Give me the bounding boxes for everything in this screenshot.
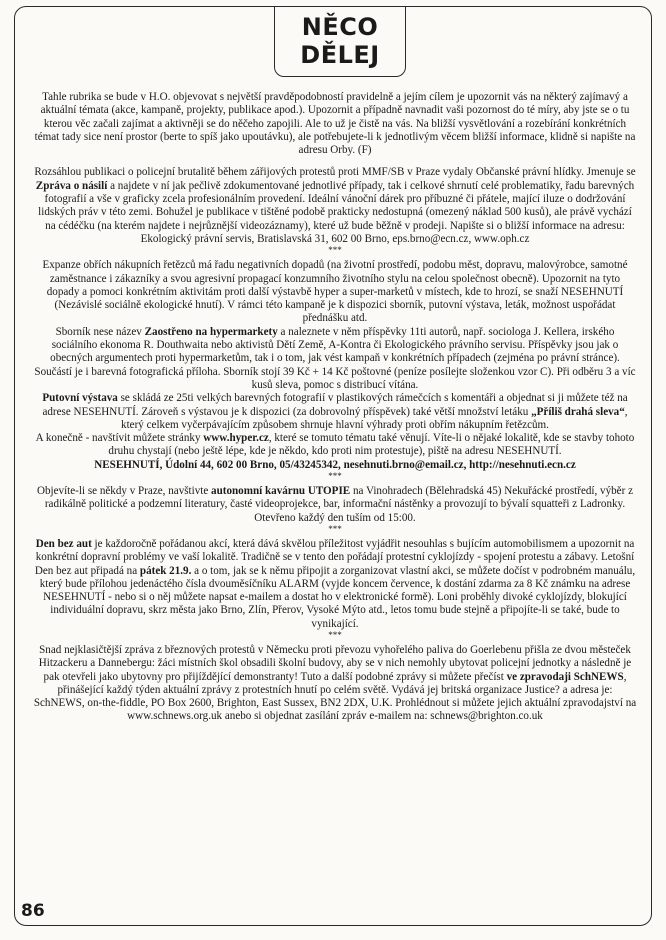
text: a naleznete v něm příspěvky 11ti autorů, např. sociologa J. Kellera, irského sociálního ekonoma R. Douthwaita nebo aktivistů Dětí Země, A-Kontra či Ekologického právního servisu. Příspěvky jsou jak o obecných argumentech proti hypermarketům, tak i o tom, jak vést kampaň v konkrétních případech (zejména po právní stránce). Součástí je i barevná fotografická příloha. Sborník stojí 39 Kč + 14 Kč poštovné (peníze posílejte složenkou vzor C). Při odběru 3 a víc kusů sleva, pomoc s distribucí vítána. [34,325,636,391]
exhibition-title: Putovní výstava [42,392,118,405]
heading-line-1: NĚCO [301,13,379,41]
text: , přinášející každý týden aktuální zprávy z protestních hnutí po celém světě. Vydává jej britská organizace Justice? a adresa je: SchNEWS, on-the-fiddle, PO Box 2600, Brighton, East Sussex, BN2 2DX, U.K. Prohlédnout si můžete jejich aktuální zpravodajství na www.schnews.org.uk anebo si objednat zasílání zpráv e-mailem na: schnews@brighton.co.uk [33,670,637,723]
cafe-name: autonomní kavárnu UTOPIE [211,485,351,498]
text: , které se tomuto tématu také věnují. Víte-li o nějaké lokalitě, kde se stavby tohoto druhu chystají (nebo ještě lépe, kde je někdo, kdo proti nim protestuje), piště na adresu NESEHNUTÍ. [108,432,635,458]
violence-report-paragraph [33,166,637,246]
schnews-paragraph [33,644,637,724]
separator-stars: *** [328,245,342,256]
event-name: Den bez aut [35,537,92,550]
intro-paragraph: Tahle rubrika se bude v H.O. objevovat s největší pravděpodobností pravidelně a jejím cílem je upozornit vás na některý zajímavý a aktuální témata (akce, kampaně, projekty, publikace apod.). Upozornit a případně navnadit vaši pozornost do té míry, aby jste se o tu kterou věc začali zajímat a aktivněji se do něčeho zapojili. Ale to už je čistě na vás. Na bližší vysvětlování a rozebírání konkrétních témat tady sice není prostor (berte to spíš jako upoutávku), ale potřebujete-li k jednotlivým věcem bližší informace, klidně si napište na adresu Orby. (F) [34,91,636,157]
page-number: 86 [21,901,45,921]
heading-line-2: DĚLEJ [300,41,380,69]
separator-stars: *** [328,629,342,640]
text: A konečně - navštívit můžete stránky [35,432,204,445]
newsletter-name: ve zpravodaji SchNEWS [506,670,624,683]
text: Rozsáhlou publikaci o policejní brutalitě během zářijových protestů proti MMF/SB v Praze vydaly Občanské právní hlídky. Jmenuje se [34,166,636,179]
text: se skládá ze 25ti velkých barevných fotografií v plastikových rámečcích s komentáři a objednat si ji můžete též na adrese NESEHNUTÍ. Zároveň s výstavou je k dispozici (za dobrovolný příspěvek) také větší množství letáku [42,392,628,418]
text: a najdete v ní jak pečlivě zdokumentované jednotlivé případy, tak i celkové shrnutí celé problematiky, řadu barevných fotografií a vše v graficky zcela profesionálním provedení. Ideální vánoční dárek pro příbuzné či přátele, mající iluze o dodržování lidských práv v této zemi. Bohužel je publikace v tištěné podobě prakticky nedostupná (omezený náklad 500 kusů), ale právě vychází na cédéčku (na kterém najdete i nejrůznější videozáznamy), které už bude běžně v prodeji. Napište si o bližší informace na adresu: Ekologický právní servis, Bratislavská 31, 602 00 Brno, eps.brno@ecn.cz, www.oph.cz [38,179,635,245]
event-date: pátek 21.9. [139,564,192,577]
text: je každoročně pořádanou akcí, která dává skvělou příležitost vyjádřit nesouhlas s bujícím automobilismem a upozornit na konkrétní dopravní problémy ve vaší lokalitě. Tradičně se v tento den pořádají protestní cyklojízdy - spojení protestu a zábavy. Letošní Den bez aut připadá na [34,537,635,577]
separator-stars: *** [328,471,342,482]
text: Objevíte-li se někdy v Praze, navštivte [36,485,212,498]
nesehnuti-address: NESEHNUTÍ, Údolní 44, 602 00 Brno, 05/43245342, nesehnuti.brno@email.cz, http://nesehnuti.ecn.cz [94,458,576,471]
text: , který celkem vyčerpávajícím způsobem shrnuje hlavní výhrady proti obřím nákupním řetězcům. [121,405,628,431]
hypermarket-paragraph-4 [33,432,637,459]
page-frame [14,6,652,926]
section-heading [274,7,406,77]
publication-title: Zpráva o násilí [35,179,108,192]
text: na Vinohradech (Bělehradská 45) Nekuřácké prostředí, výběr z radikálně politické a podzemní literatury, časté videoprojekce, bar, informační nástěnky a provozují to bývalí squatteři z Ladronky. Otevřeno každý den tuším od 15:00. [44,485,634,524]
car-free-day-paragraph [33,538,637,631]
article-body [33,91,637,724]
text: a o tom, jak se k němu připojit a zorganizovat vlastní akci, se můžete dočíst v podrobném manuálu, který bude přílohou jedenáctého čísla dvouměsíčníku ALARM (vyjde koncem července, k dostání zdarma za 8 Kč známku na adrese NESEHNUTÍ - nebo si o něj můžete napsat e-mailem a dostat ho v elektronické formě). Loni proběhly divoké cyklojízdy, blokující individuální dopravu, skrz města jako Brno, Zlín, Přerov, Vysoké Mýto atd., letos tomu bude stejně a připojíte-li se také, bude to vynikající. [39,564,636,630]
separator-stars: *** [328,523,342,534]
website-link: www.hyper.cz [203,432,269,445]
text: Sborník nese název [55,325,145,338]
text: Snad nejklasičtější zpráva z březnových protestů v Německu proti převozu vyhořelého paliva do Goerlebenu přišla ze dvou městeček Hitzackeru a Dannebergu: žáci místních škol obsadili školní budovy, aby se v nich nemohly ubytovat policejní jednotky a následně je pak otevřeli jako ubytovny pro přijíždějící demonstranty! Tuto a další podobné zprávy si můžete přečíst [38,643,632,683]
book-title: Zaostřeno na hypermarkety [144,325,278,338]
hypermarket-paragraph-2 [33,326,637,392]
hypermarket-paragraph-3 [33,392,637,432]
hypermarket-paragraph-1: Expanze obřích nákupních řetězců má řadu negativních dopadů (na životní prostředí, podobu měst, dopravu, malovýrobce, samotné zaměstnance i zákazníky a svou agresivní propagací konzumního životního stylu na celou společnost obecně). Upozornit na tyto dopady a pomoci konkrétním aktivitám proti další výstavbě hyper a super-marketů v místech, kde to hrozí, se snaží NESEHNUTÍ (Nezávislé sociálně ekologické hnutí). V rámci této kampaně je k dispozici sborník, putovní výstava, leták, možnost uspořádat přednášku atd. [42,259,628,325]
leaflet-title: „Příliš drahá sleva“ [531,405,625,418]
utopie-paragraph [33,485,637,525]
